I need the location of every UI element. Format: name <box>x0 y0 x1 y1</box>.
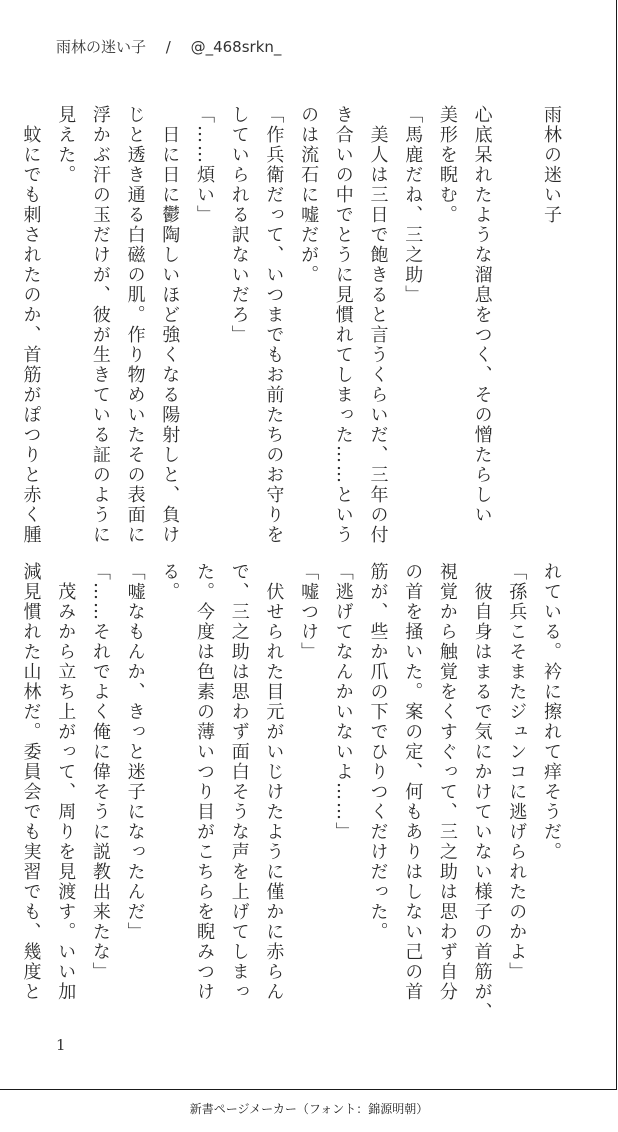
text-column: していられる訳ないだろ」 <box>228 105 250 345</box>
text-column: の首を掻いた。案の定、何もありはしない己の首 <box>402 562 424 1002</box>
text-column: 視覚から触覚をくすぐって、三之助は思わず自分 <box>436 562 458 1002</box>
text-column: 筋が、些か爪の下でひりつくだけだった。 <box>367 562 389 942</box>
text-column: 美形を睨む。 <box>436 105 458 225</box>
text-column: 伏せられた目元がいじけたように僅かに赤らん <box>263 562 285 1002</box>
text-column: 美人は三日で飽きると言うくらいだ、三年の付 <box>367 105 389 545</box>
text-column: 見えた。 <box>55 105 77 185</box>
text-column: 「嘘なもんか、きっと迷子になったんだ」 <box>124 562 146 942</box>
text-column: 雨林の迷い子 <box>541 105 562 225</box>
text-column: 「嘘つけ」 <box>298 562 320 662</box>
text-column: 彼自身はまるで気にかけていない様子の首筋が、 <box>471 562 493 1022</box>
footer-credit: 新書ページメーカー（フォント：錦源明朝） <box>189 1102 429 1116</box>
text-column: のは流石に嘘だが。 <box>298 105 320 285</box>
text-column: 「馬鹿だね、三之助」 <box>402 105 424 305</box>
text-column: 茂みから立ち上がって、周りを見渡す。いい加 <box>55 562 77 1002</box>
text-column: 「孫兵こそまたジュンコに逃げられたのかよ」 <box>506 562 528 982</box>
text-column: 「作兵衛だって、いつまでもお前たちのお守りを <box>263 105 285 545</box>
page-header: 雨林の迷い子 / @_468srkn_ <box>56 38 282 56</box>
text-column: き合いの中でとうに見慣れてしまった……という <box>332 105 354 545</box>
text-column: 心底呆れたような溜息をつく、その憎たらしい <box>471 105 493 525</box>
text-column: 浮かぶ汗の玉だけが、彼が生きている証のように <box>89 105 111 545</box>
text-column: で、三之助は思わず面白そうな声を上げてしまっ <box>228 562 250 1002</box>
text-column: 「……煩い」 <box>194 105 215 225</box>
text-column: 減見慣れた山林だ。委員会でも実習でも、幾度と <box>20 562 42 1002</box>
text-column: 蚊にでも刺されたのか、首筋がぽつりと赤く腫 <box>20 105 42 545</box>
page-number: 1 <box>56 1036 66 1054</box>
text-column: た。今度は色素の薄いつり目がこちらを睨みつけ <box>194 562 215 1002</box>
text-column: 日に日に鬱陶しいほど強くなる陽射しと、負け <box>159 105 181 545</box>
text-column: 「逃げてなんかいないよ……」 <box>332 562 354 842</box>
text-column: 「……それでよく俺に偉そうに説教出来たな」 <box>89 562 111 982</box>
text-column: る。 <box>159 562 181 602</box>
text-column: じと透き通る白磁の肌。作り物めいたその表面に <box>124 105 146 545</box>
text-column: れている。衿に擦れて痒そうだ。 <box>541 562 562 862</box>
